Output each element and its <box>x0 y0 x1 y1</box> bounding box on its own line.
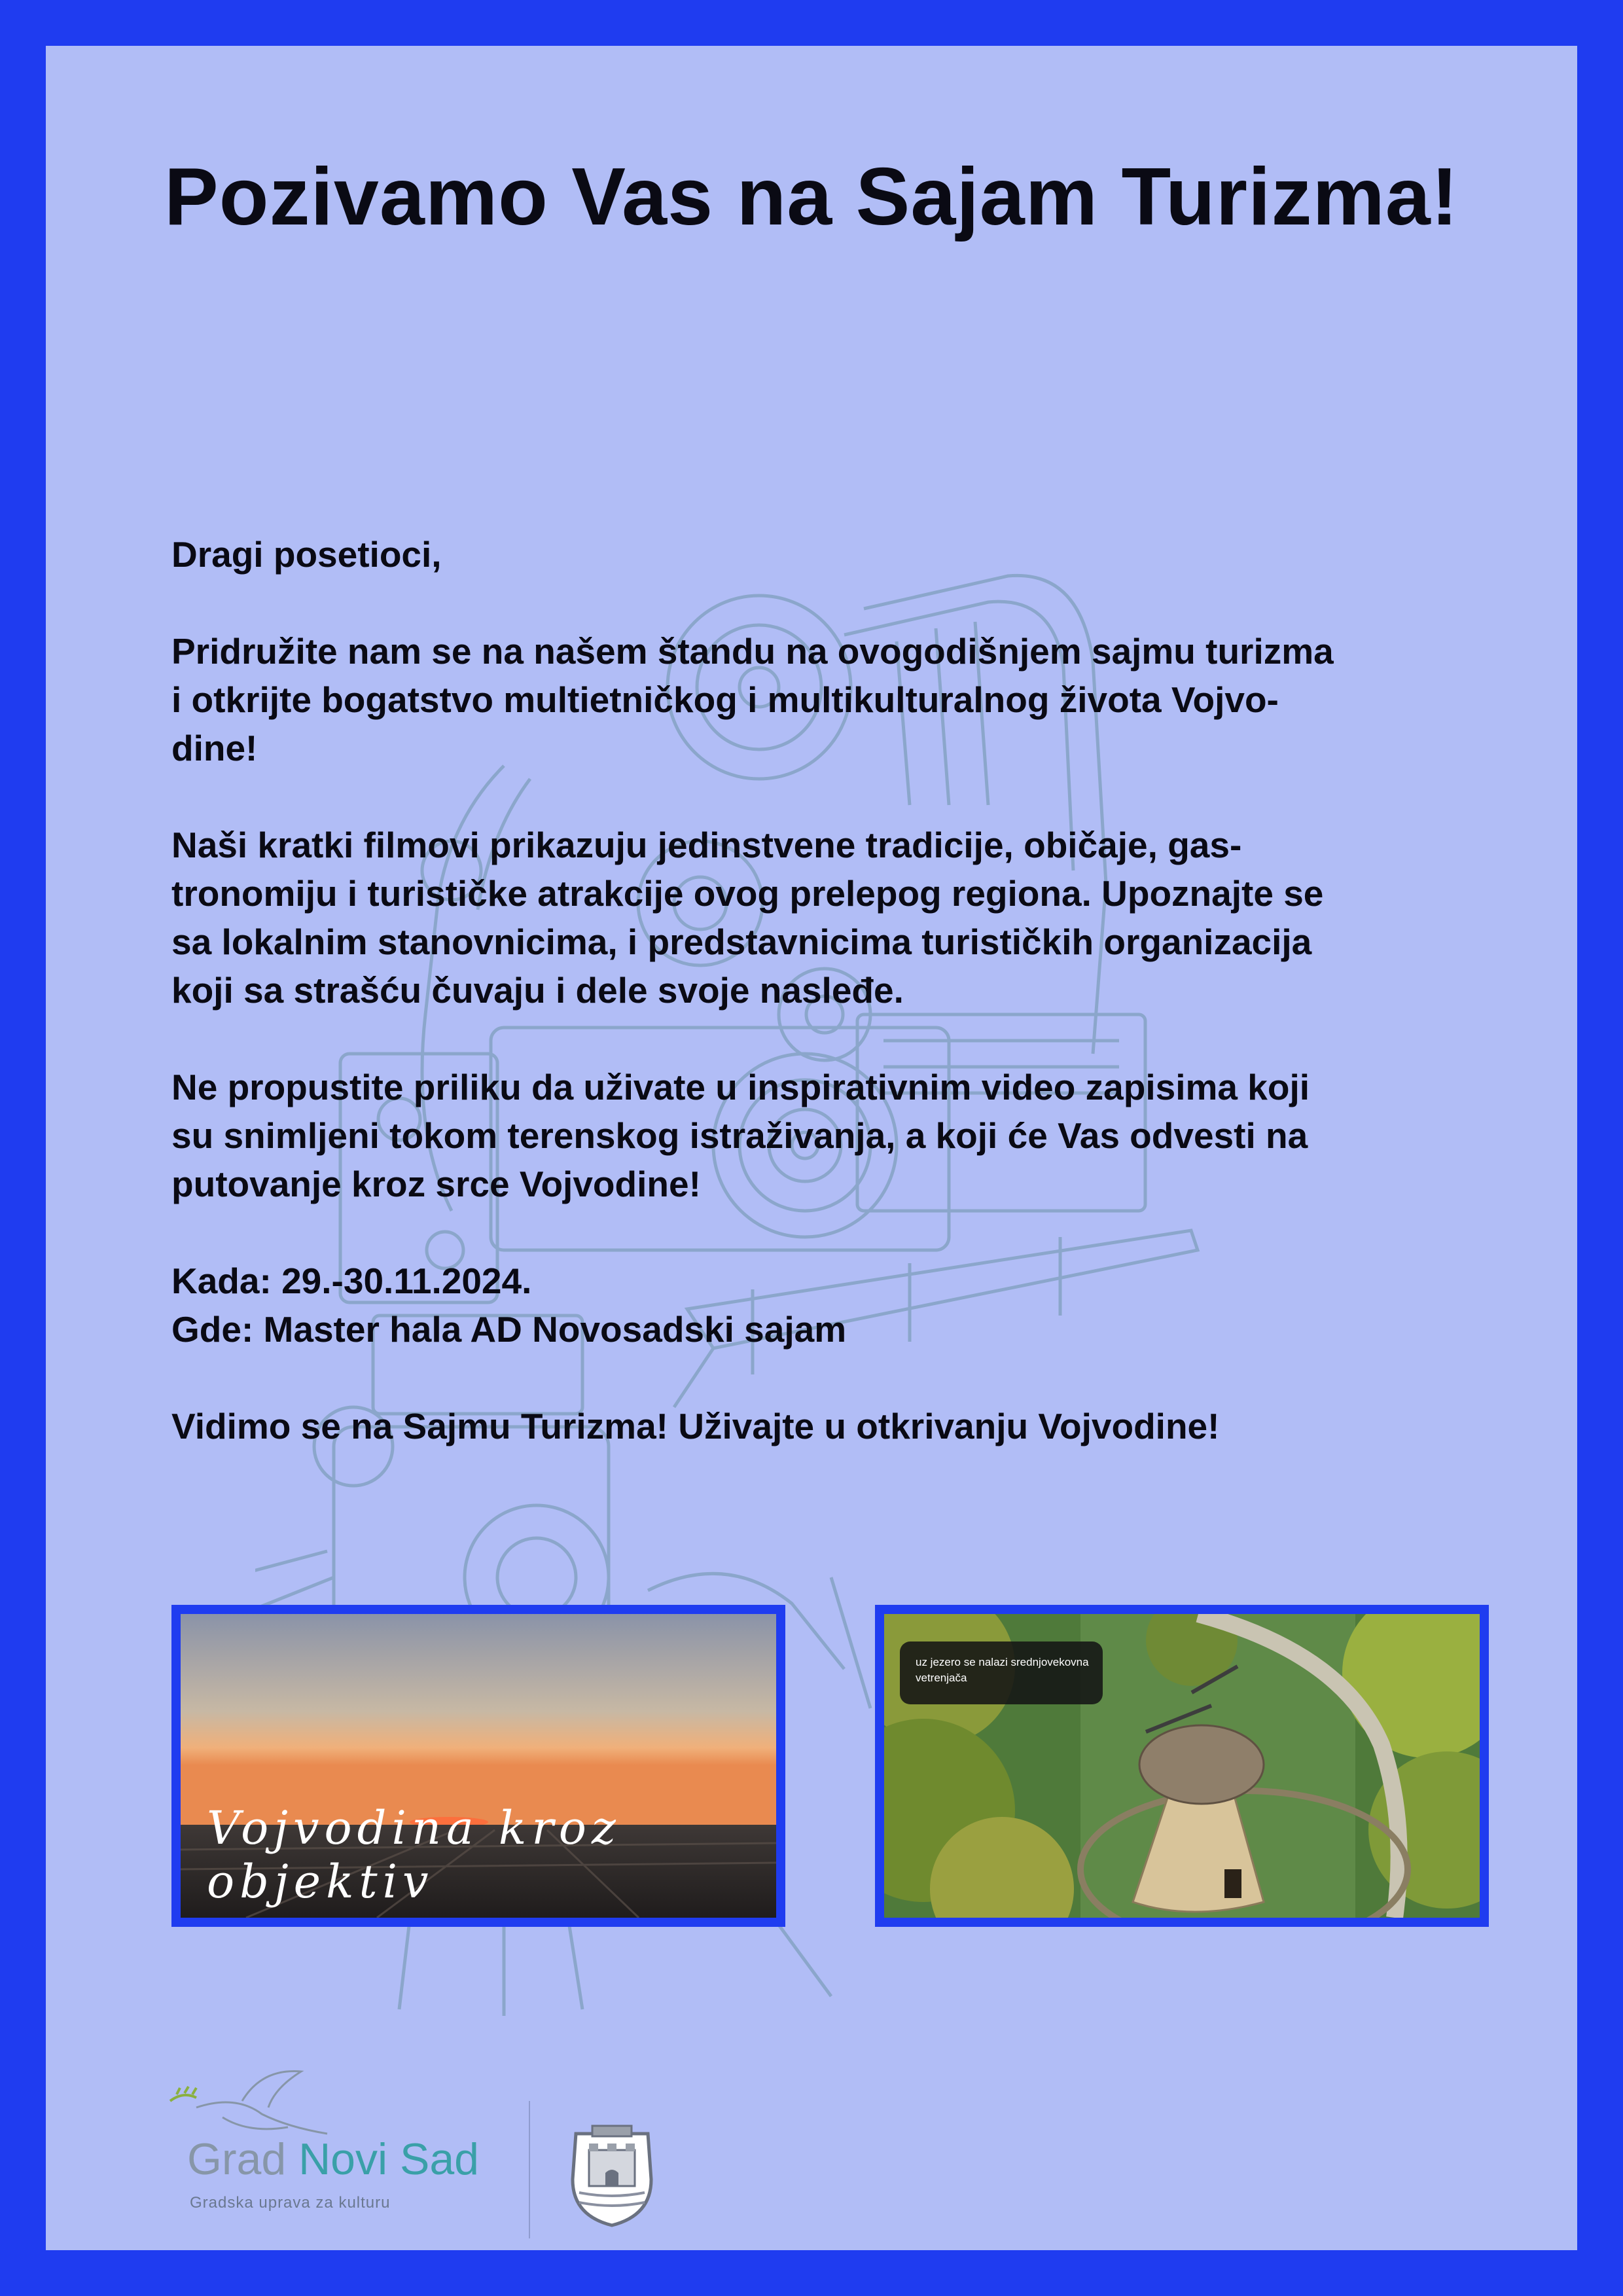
invitation-text <box>171 530 1520 1499</box>
greeting: Dragi posetioci, <box>171 534 442 575</box>
footer-divider <box>529 2101 530 2238</box>
grad-novi-sad-logo <box>164 2068 504 2232</box>
windmill-aerial-photo <box>875 1605 1489 1927</box>
logo-wordmark <box>187 2134 479 2185</box>
closing-line: Vidimo se na Sajmu Turizma! Uživajte u otkrivanju Vojvodine! <box>171 1406 1220 1446</box>
video-subtitle-caption: uz jezero se nalazi srednjovekovna vetrenjača <box>900 1641 1103 1704</box>
paragraph-videos: Ne propustite priliku da uživate u inspirativnim video zapisima koji su snimljeni tokom terenskog istraživanja, a koji će Vas odvesti na putovanje kroz srce Vojvodine! <box>171 1067 1310 1204</box>
poster-page <box>46 46 1577 2250</box>
logo-wordmark-novi-sad: Novi Sad <box>298 2134 479 2184</box>
event-date: Kada: 29.-30.11.2024. <box>171 1261 532 1301</box>
event-location: Gde: Master hala AD Novosadski sajam <box>171 1309 847 1350</box>
city-crest-icon <box>563 2121 661 2229</box>
logo-wordmark-grad: Grad <box>187 2134 299 2184</box>
paragraph-stand: Pridružite nam se na našem štandu na ovogodišnjem sajmu turizma i otkrijte bogatstvo multietničkog i multikulturalnog života Vojvo- dine! <box>171 631 1334 768</box>
dove-icon <box>164 2068 334 2140</box>
sunset-fields-photo <box>171 1605 785 1927</box>
paragraph-films: Naši kratki filmovi prikazuju jedinstvene tradicije, običaje, gas- tronomiju i turističke atrakcije ovog prelepog regiona. Upoznajte se sa lokalnim stanovnicima, i predstavnicima turističkih organizacija koji sa strašću čuvaju i dele svoje nasleđe. <box>171 825 1324 1011</box>
page-title: Pozivamo Vas na Sajam Turizma! <box>164 152 1459 242</box>
logo-subtitle: Gradska uprava za kulturu <box>190 2194 391 2212</box>
film-title-caption: Vojvodina kroz objektiv <box>207 1801 621 1909</box>
